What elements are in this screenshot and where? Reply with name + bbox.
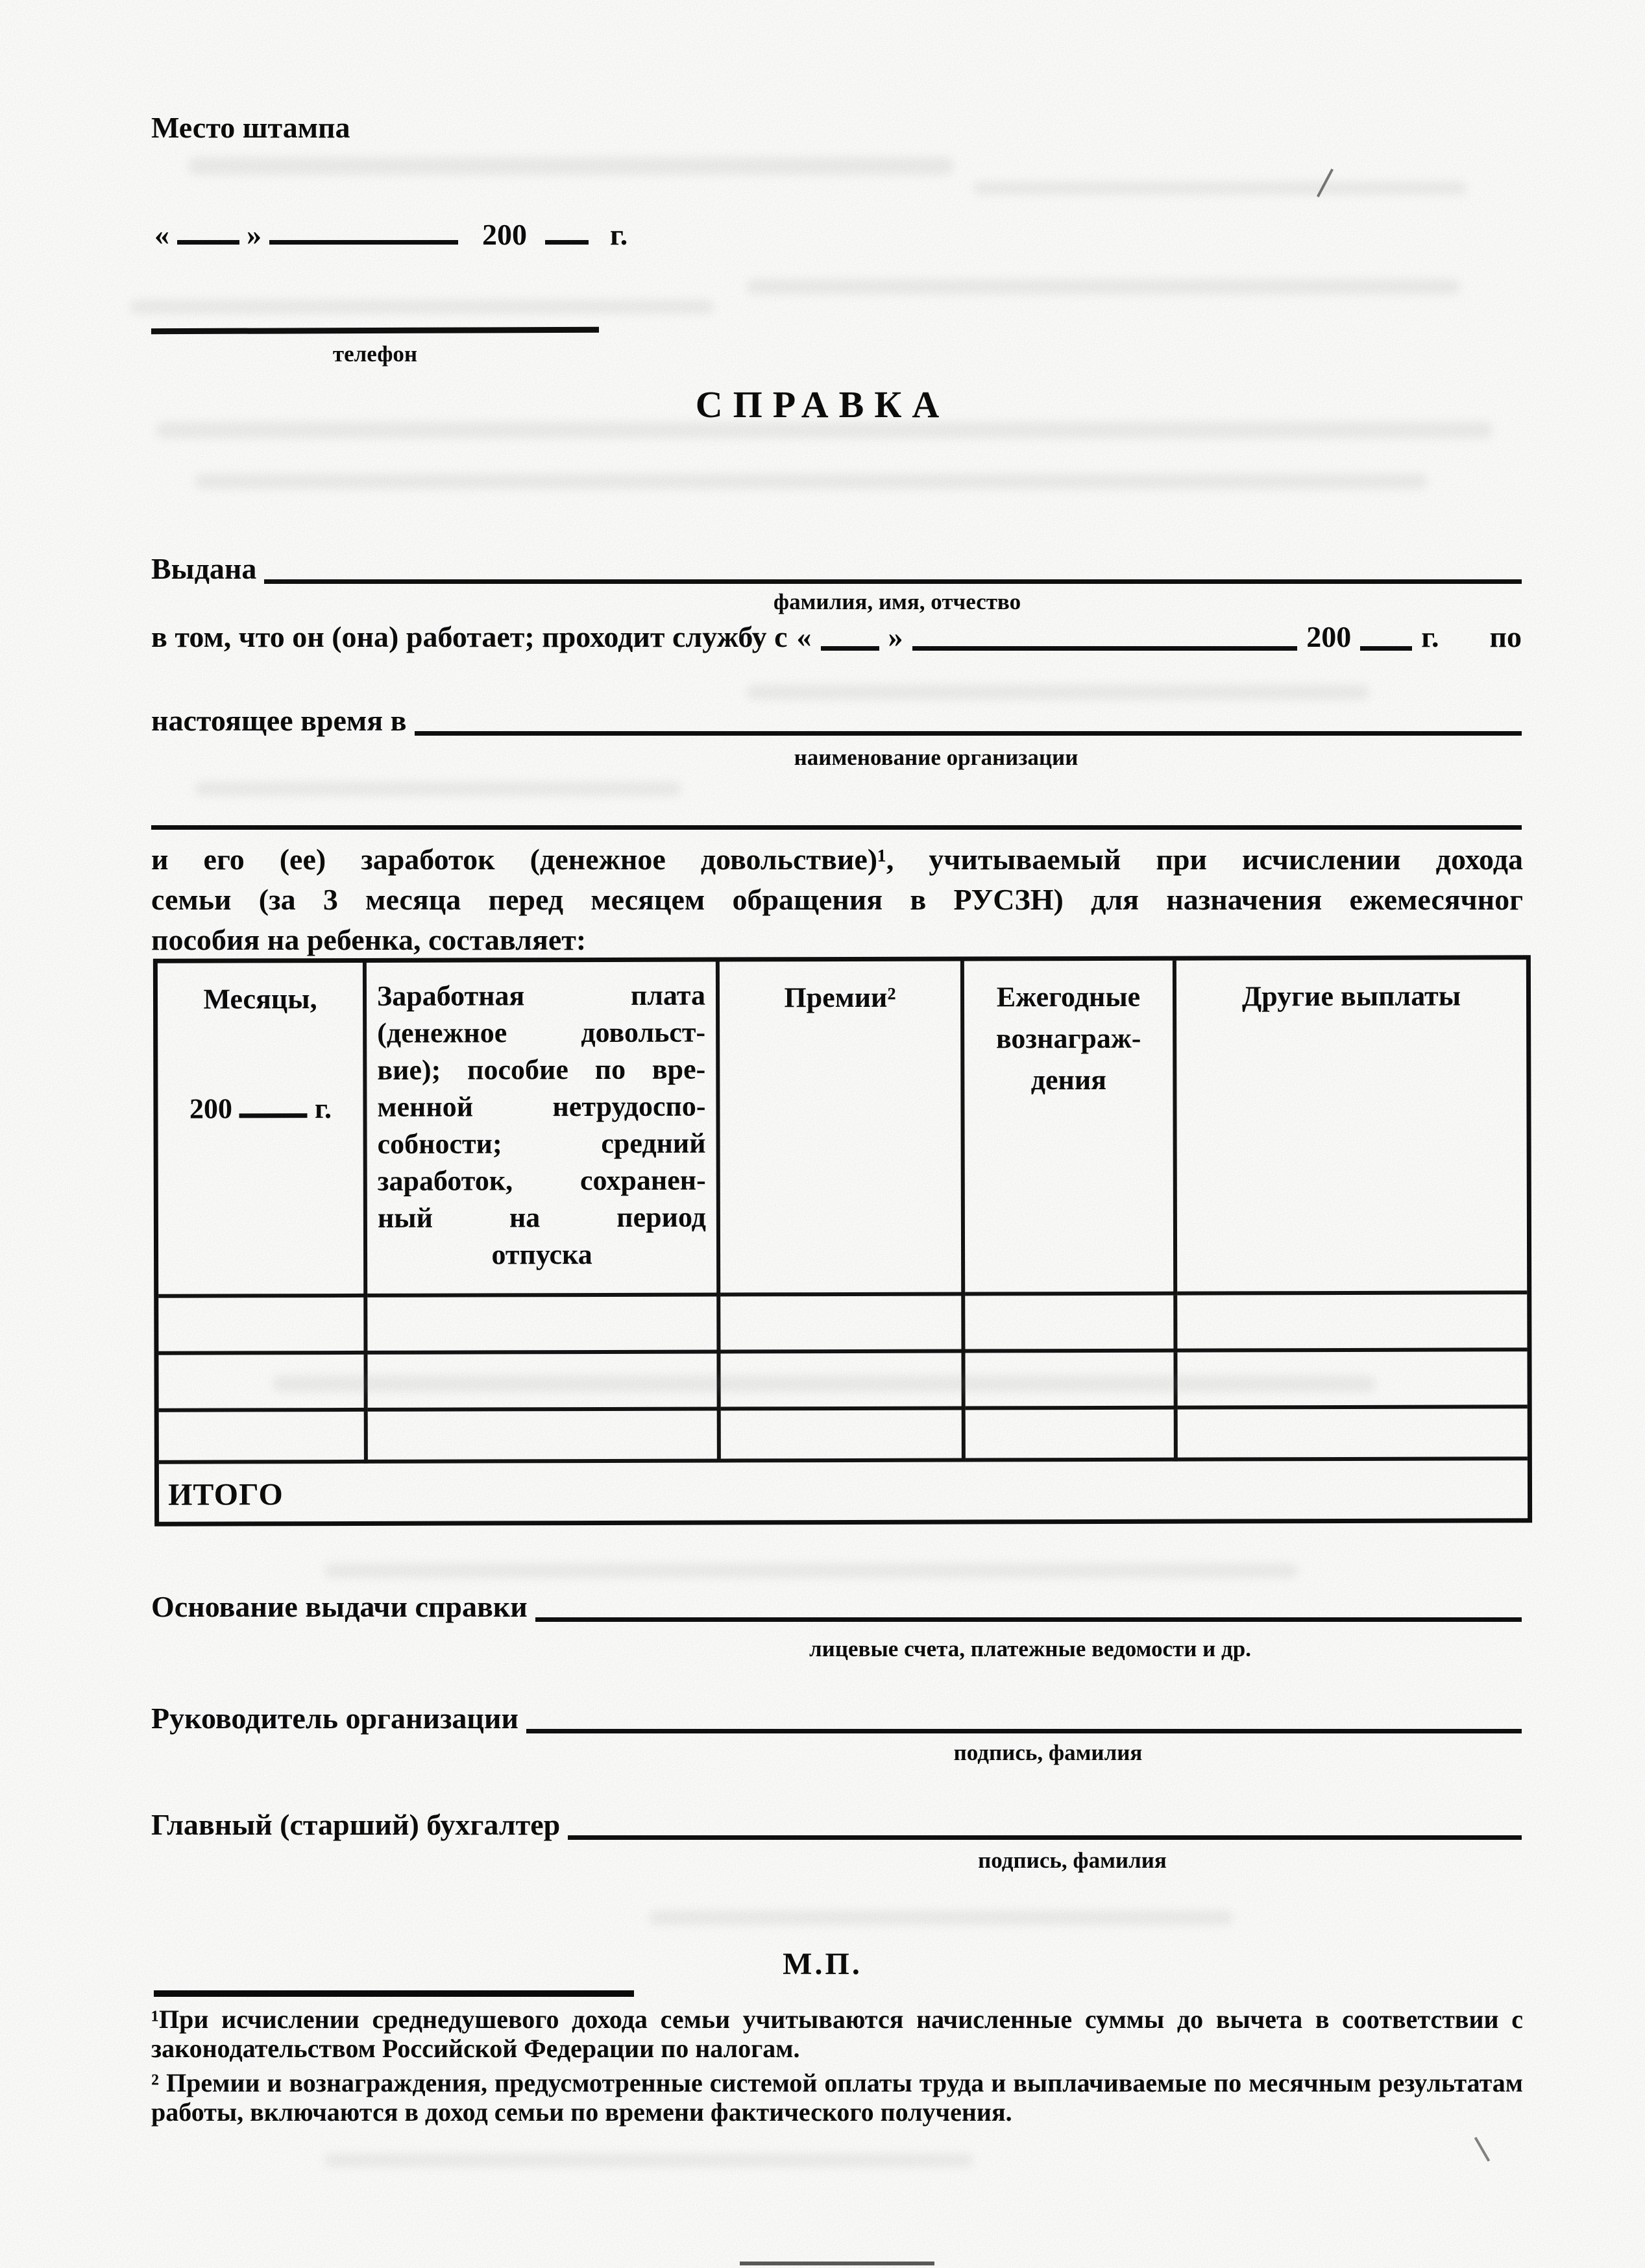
service-quote-open: « [796,620,812,653]
organization-blank [415,731,1522,736]
scan-artifact [1317,169,1334,197]
table-cell-empty [1177,1294,1527,1352]
table-cell-empty [965,1296,1177,1353]
accountant-signature-blank [568,1835,1522,1840]
accountant-signature-hint: подпись, фамилия [978,1848,1167,1873]
table-header-annual [964,961,1177,1296]
scan-smudge [649,1911,1233,1925]
basis-blank [535,1617,1522,1622]
issued-hint: фамилия, имя, отчество [773,589,1021,614]
service-line [151,620,1522,655]
months-title: Месяцы, [203,983,317,1015]
scan-smudge [130,300,714,314]
months-year-suffix: г. [314,1092,332,1125]
table-cell-empty [720,1353,965,1411]
table-cell-empty [720,1296,965,1354]
basis-line [151,1589,1522,1624]
table-cell-empty [965,1353,1177,1410]
table-header-months [158,963,367,1298]
accountant-label: Главный (старший) бухгалтер [151,1808,561,1841]
date-quote-close: » [247,218,262,251]
issued-label: Выдана [151,552,257,585]
scan-smudge [188,157,954,175]
annual-header-line: дения [1030,1063,1107,1096]
table-cell-empty [158,1297,367,1355]
service-text: в том, что он (она) работает; проходит службу с [151,620,788,653]
date-year-blank [545,237,589,245]
scan-artifact [740,2262,934,2265]
service-day-blank [821,644,879,651]
scan-smudge [746,684,1369,700]
present-label: настоящее время в [151,704,407,737]
phone-underline [151,327,599,334]
table-cell-empty [1177,1351,1527,1409]
table-cell-empty [1178,1408,1528,1461]
scan-smudge [324,2154,973,2167]
income-paragraph-line: пособия на ребенка, составляет: [151,923,587,956]
footnote-2: ² Премии и вознаграждения, предусмотренные системой оплаты труда и выплачиваемые по месячным результатам работы, включаются в доход семьи по времени фактического получения. [151,2068,1523,2127]
page-title: СПРАВКА [695,383,950,426]
salary-header-line: заработок, сохранен- [377,1164,706,1197]
phone-label: телефон [332,341,418,367]
table-cell-empty [158,1355,367,1412]
date-quote-open: « [154,218,169,251]
date-line [154,217,628,252]
basis-hint: лицевые счета, платежные ведомости и др. [809,1636,1251,1661]
service-year-suffix: г. [1421,620,1439,653]
issued-name-blank [264,579,1522,584]
scan-smudge [973,182,1467,195]
income-paragraph-line: и его (ее) заработок (денежное довольствие)¹, учитываемый при исчислении дохода [151,843,1523,876]
salary-header-line: менной нетрудоспо- [377,1090,706,1123]
scan-smudge [324,1563,1298,1578]
salary-header-line: вие); пособие по вре- [377,1053,706,1086]
income-paragraph-line: семьи (за 3 месяца перед месяцем обращения в РУСЗН) для назначения ежемесячног [151,883,1523,916]
service-until-label: по [1489,620,1522,653]
table-cell-empty [159,1412,368,1464]
date-year-suffix: г. [610,218,628,251]
table-header-bonus: Премии² [720,961,965,1297]
head-signature-blank [526,1729,1522,1733]
scan-smudge [746,279,1460,295]
scan-smudge [195,782,681,796]
accountant-line [151,1807,1522,1842]
date-day-blank [177,237,239,245]
date-century: 200 [482,218,527,251]
scan-smudge [195,474,1428,489]
annual-header-line: вознаграж- [995,1022,1141,1055]
annual-header-line: Ежегодные [996,980,1141,1013]
income-paragraph [151,842,1523,963]
months-year-blank [239,1111,308,1118]
basis-label: Основание выдачи справки [151,1590,528,1623]
footnote-separator [154,1990,634,1997]
stamp-abbr: М.П. [783,1947,862,1981]
service-month-blank [912,646,1298,651]
table-cell-empty [966,1410,1178,1462]
stamp-place-label: Место штампа [151,111,350,144]
salary-header-line: ный на период [377,1201,706,1234]
months-century: 200 [189,1092,233,1125]
table-header-other: Другие выплаты [1176,959,1527,1295]
salary-header-line: (денежное довольст- [377,1016,706,1049]
table-cell-empty [368,1410,721,1463]
issued-line [151,551,1522,586]
salary-header-line: Заработная плата [376,979,706,1012]
table-cell-empty [721,1410,966,1463]
table-total-row: ИТОГО [167,1477,284,1512]
head-signature-hint: подпись, фамилия [953,1740,1143,1765]
head-label: Руководитель организации [151,1702,518,1735]
service-quote-close: » [888,620,903,653]
service-century: 200 [1306,620,1352,653]
service-year-blank [1360,644,1412,651]
scan-artifact [1474,2137,1490,2162]
table-cell-empty [367,1296,720,1354]
present-line [151,703,1522,738]
table-cell-empty [367,1353,720,1411]
organization-hint: наименование организации [794,745,1078,770]
salary-header-line: отпуска [491,1238,592,1271]
organization-continuation-line [151,825,1522,830]
salary-header-line: собности; средний [377,1127,706,1160]
income-table [153,955,1532,1526]
footnote-1: ¹При исчислении среднедушевого дохода семьи учитываются начисленные суммы до вычета в соответствии с законодательством Российской Федерации по налогам. [151,2005,1523,2063]
head-line [151,1701,1522,1736]
date-month-blank [269,237,458,245]
table-header-salary [367,961,720,1297]
